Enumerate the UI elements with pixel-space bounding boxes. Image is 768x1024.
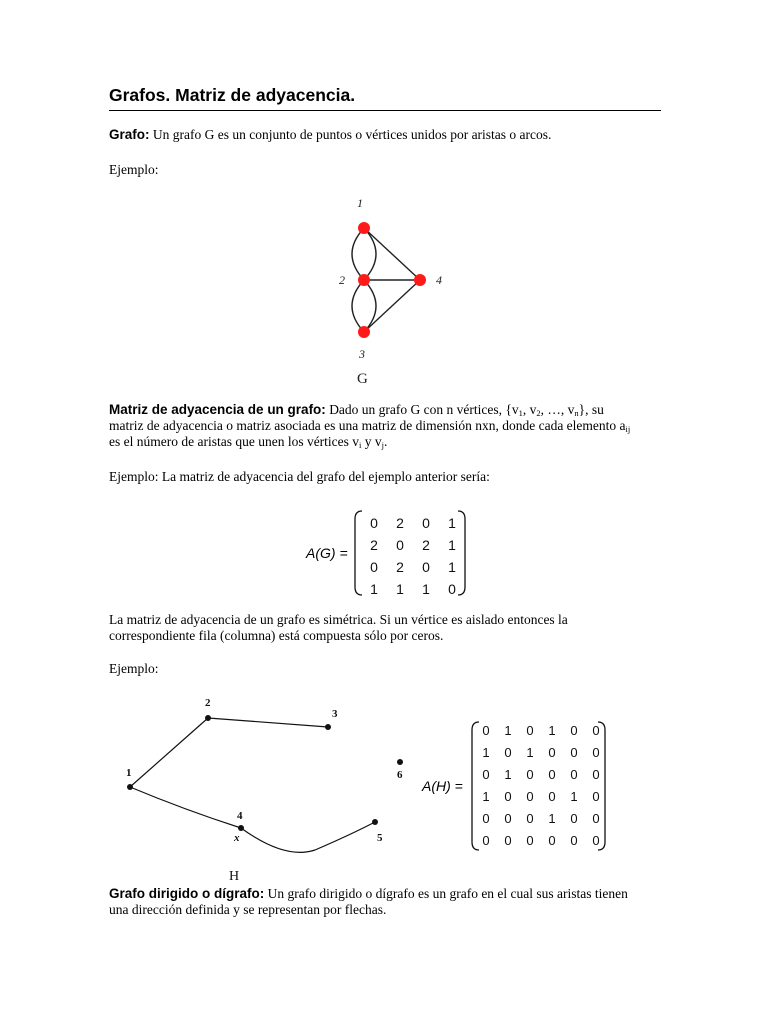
matrix-a-g-cell-2-3: 2 — [422, 537, 430, 553]
matrix-a-h-cell-6-5: 0 — [570, 833, 578, 848]
matrix-a-h-cell-2-2: 0 — [504, 745, 512, 760]
page-title: Grafos. Matriz de adyacencia. — [109, 86, 661, 111]
matrix-a-h-cell-4-3: 0 — [526, 789, 534, 804]
matrix-a-h-cell-1-1: 0 — [482, 723, 490, 738]
subscript: 1 — [518, 408, 523, 418]
matrix-a-g-cell-2-1: 2 — [370, 537, 378, 553]
matrix-a-g-label: A(G) = — [306, 545, 348, 561]
matrix-a-h-cell-3-3: 0 — [526, 767, 534, 782]
text-line: una dirección definida y se representan por flechas. — [109, 902, 387, 917]
vertex-5 — [372, 819, 378, 825]
matrix-a-h-cell-6-6: 0 — [592, 833, 600, 848]
matrix-a-h-cell-5-4: 1 — [548, 811, 556, 826]
vertex-label-4: 4 — [237, 810, 243, 822]
vertex-3 — [358, 326, 370, 338]
matrix-a-g-cell-3-2: 2 — [396, 559, 404, 575]
matrix-a-g-cell-3-3: 0 — [422, 559, 430, 575]
vertex-3 — [325, 724, 331, 730]
edge-4-5 — [241, 822, 375, 852]
graph-g-caption: G — [357, 371, 368, 387]
matrix-a-h-cell-1-2: 1 — [504, 723, 512, 738]
vertex-1 — [127, 784, 133, 790]
vertex-2 — [358, 274, 370, 286]
subscript: i — [359, 440, 362, 450]
matrix-a-g-cell-1-2: 2 — [396, 515, 404, 531]
matrix-a-h-cell-3-1: 0 — [482, 767, 490, 782]
matrix-a-g-cell-4-2: 1 — [396, 581, 404, 597]
text-line: correspondiente fila (columna) está compuesta sólo por ceros. — [109, 628, 444, 643]
vertex-label-6: 6 — [397, 769, 403, 781]
matrix-a-h-cell-2-1: 1 — [482, 745, 490, 760]
vertex-label-2: 2 — [205, 697, 211, 709]
matrix-a-g-cell-2-2: 0 — [396, 537, 404, 553]
vertex-4 — [238, 825, 244, 831]
edge-1-4 — [130, 787, 241, 828]
matrix-a-h-cell-2-5: 0 — [570, 745, 578, 760]
paragraph-matriz-definition — [109, 402, 664, 450]
matrix-a-h-cell-3-6: 0 — [592, 767, 600, 782]
matrix-a-g-cell-4-4: 0 — [448, 581, 456, 597]
edge-1-2-a — [352, 228, 364, 280]
ejemplo-label-1: Ejemplo: — [109, 162, 159, 177]
vertex-1 — [358, 222, 370, 234]
paragraph-ejemplo-matriz: Ejemplo: La matriz de adyacencia del grafo del ejemplo anterior sería: — [109, 469, 490, 484]
graph-h-caption: H — [229, 869, 240, 884]
matrix-a-h-cell-6-1: 0 — [482, 833, 490, 848]
edge-2-3 — [208, 718, 328, 727]
matrix-a-h-cell-5-1: 0 — [482, 811, 490, 826]
graph-h-figure — [110, 690, 630, 885]
matrix-a-g-cell-1-1: 0 — [370, 515, 378, 531]
matrix-a-h-cell-1-4: 1 — [548, 723, 556, 738]
text-segment: y v — [361, 434, 382, 449]
paragraph-grafo-definition — [109, 127, 664, 143]
paragraph-simetrica — [109, 612, 664, 644]
edge-2-3-b — [364, 280, 376, 332]
matrix-a-h-cell-4-1: 1 — [482, 789, 490, 804]
matrix-a-h-cell-3-4: 0 — [548, 767, 556, 782]
matrix-a-h-cell-3-5: 0 — [570, 767, 578, 782]
term-grafo: Grafo: — [109, 127, 150, 142]
left-bracket — [355, 511, 362, 595]
vertex-label-1: 1 — [357, 196, 363, 210]
left-bracket — [472, 722, 479, 850]
matrix-a-h-label: A(H) = — [422, 778, 463, 794]
matrix-a-h-cell-2-6: 0 — [592, 745, 600, 760]
matrix-a-g-cell-1-4: 1 — [448, 515, 456, 531]
vertex-label-3: 3 — [359, 347, 365, 361]
text-segment: }, su — [578, 402, 604, 417]
matrix-a-g-cell-3-4: 1 — [448, 559, 456, 575]
text-segment: es el número de aristas que unen los vértices v — [109, 434, 360, 449]
vertex-2 — [205, 715, 211, 721]
matrix-a-h-cell-2-3: 1 — [526, 745, 534, 760]
text-segment: , v — [522, 402, 537, 417]
matrix-a-g-cell-4-1: 1 — [370, 581, 378, 597]
text-segment: Dado un grafo G con n vértices, {v — [325, 402, 519, 417]
matrix-a-g — [300, 503, 470, 603]
edge-1-2 — [130, 718, 208, 787]
vertex-4 — [414, 274, 426, 286]
matrix-a-h-cell-1-6: 0 — [592, 723, 600, 738]
text-segment: matriz de adyacencia o matriz asociada es una matriz de dimensión nxn, donde cada elemento a — [109, 418, 626, 433]
vertex-label-5: 5 — [377, 832, 383, 844]
term-matriz-adyacencia: Matriz de adyacencia de un grafo: — [109, 402, 326, 417]
paragraph-digrafo — [109, 886, 664, 918]
vertex-label-1: 1 — [126, 767, 132, 779]
text-segment: . — [384, 434, 388, 449]
matrix-a-h — [421, 722, 605, 850]
text-segment: Un grafo dirigido o dígrafo es un grafo en el cual sus aristas tienen — [264, 886, 628, 901]
subscript: 2 — [536, 408, 541, 418]
text-segment: , …, v — [540, 402, 575, 417]
matrix-a-h-cell-1-5: 0 — [570, 723, 578, 738]
matrix-a-g-cell-1-3: 0 — [422, 515, 430, 531]
edge-1-4 — [364, 228, 420, 280]
matrix-a-h-cell-5-2: 0 — [504, 811, 512, 826]
matrix-a-h-cell-6-2: 0 — [504, 833, 512, 848]
matrix-a-h-cell-4-5: 1 — [570, 789, 578, 804]
edge-2-3-a — [352, 280, 364, 332]
subscript: ij — [625, 424, 631, 434]
ejemplo-label-2: Ejemplo: — [109, 661, 159, 676]
matrix-a-h-cell-2-4: 0 — [548, 745, 556, 760]
matrix-a-h-cell-1-3: 0 — [526, 723, 534, 738]
matrix-a-g-cell-4-3: 1 — [422, 581, 430, 597]
vertex-label-3: 3 — [332, 708, 338, 720]
term-grafo-dirigido: Grafo dirigido o dígrafo: — [109, 886, 265, 901]
matrix-a-h-cell-6-4: 0 — [548, 833, 556, 848]
text-line: La matriz de adyacencia de un grafo es simétrica. Si un vértice es aislado entonces la — [109, 612, 568, 627]
edge-1-2-b — [364, 228, 376, 280]
matrix-a-h-cell-5-5: 0 — [570, 811, 578, 826]
matrix-a-h-cell-4-2: 0 — [504, 789, 512, 804]
edge-3-4 — [364, 280, 420, 332]
vertex-label-4: 4 — [436, 273, 442, 287]
matrix-a-h-cell-4-4: 0 — [548, 789, 556, 804]
vertex-label-2: 2 — [339, 273, 345, 287]
graph-g-figure — [330, 190, 460, 390]
vertex-6 — [397, 759, 403, 765]
matrix-a-g-cell-3-1: 0 — [370, 559, 378, 575]
matrix-a-h-cell-5-3: 0 — [526, 811, 534, 826]
right-bracket — [598, 722, 605, 850]
edge-label-x: x — [234, 832, 240, 844]
matrix-a-g-cell-2-4: 1 — [448, 537, 456, 553]
matrix-a-h-cell-3-2: 1 — [504, 767, 512, 782]
grafo-definition-text: Un grafo G es un conjunto de puntos o vértices unidos por aristas o arcos. — [149, 127, 552, 142]
subscript: j — [381, 440, 385, 450]
subscript: n — [574, 408, 579, 418]
matrix-a-h-cell-4-6: 0 — [592, 789, 600, 804]
matrix-a-h-cell-6-3: 0 — [526, 833, 534, 848]
matrix-a-h-cell-5-6: 0 — [592, 811, 600, 826]
right-bracket — [458, 511, 465, 595]
